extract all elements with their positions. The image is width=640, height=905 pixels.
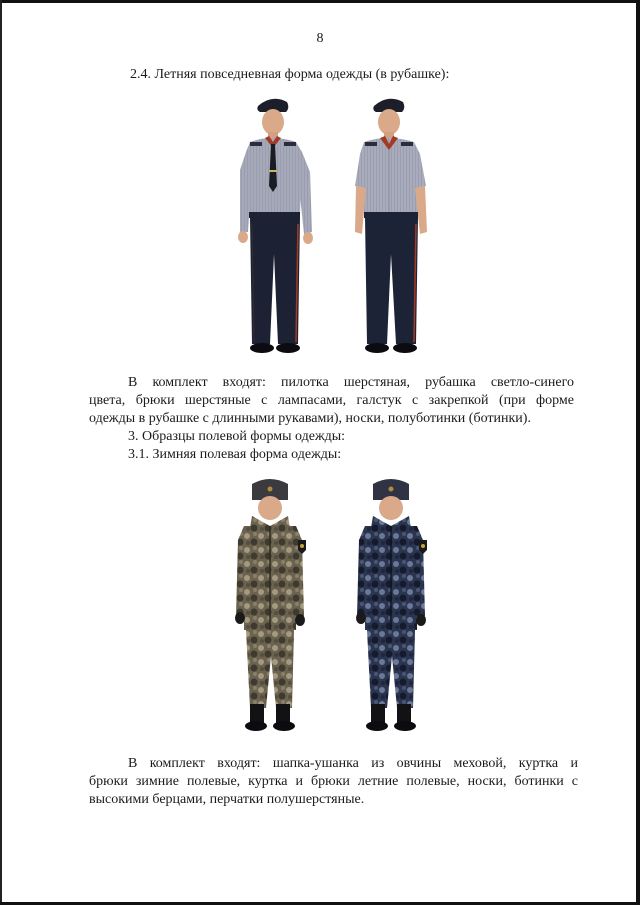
scan-border-left [0,0,2,905]
section-2-4-heading: 2.4. Летняя повседневная форма одежды (в рубашке): [130,67,450,82]
section-2-4-kit-line-3: одежды в рубашке с длинными рукавами), носки, полуботинки (ботинки). [89,411,531,426]
page-number: 8 [316,31,324,46]
section-2-4-kit-line-1: В комплект входят: пилотка шерстяная, рубашка светло-синего [128,375,574,390]
winter-field-uniform-brown-camo-figure [230,476,316,734]
winter-field-uniform-blue-camo-figure [351,476,437,734]
scan-border-top [0,0,640,3]
section-3-heading: 3. Образцы полевой формы одежды: [128,429,346,444]
summer-uniform-short-sleeve-figure [352,94,432,356]
scan-border-right [636,0,640,905]
section-3-1-kit-line-3: высокими берцами, перчатки полушерстяные. [89,792,365,807]
section-3-1-kit-line-2: брюки зимние полевые, куртка и брюки летние полевые, носки, ботинки с [89,774,578,789]
summer-uniform-long-sleeve-figure [232,94,322,356]
section-3-1-heading: 3.1. Зимняя полевая форма одежды: [128,447,342,462]
section-2-4-kit-line-2: цвета, брюки шерстяные с лампасами, галстук с закрепкой (при форме [89,393,574,408]
section-3-1-kit-line-1: В комплект входят: шапка-ушанка из овчины меховой, куртка и [128,756,578,771]
